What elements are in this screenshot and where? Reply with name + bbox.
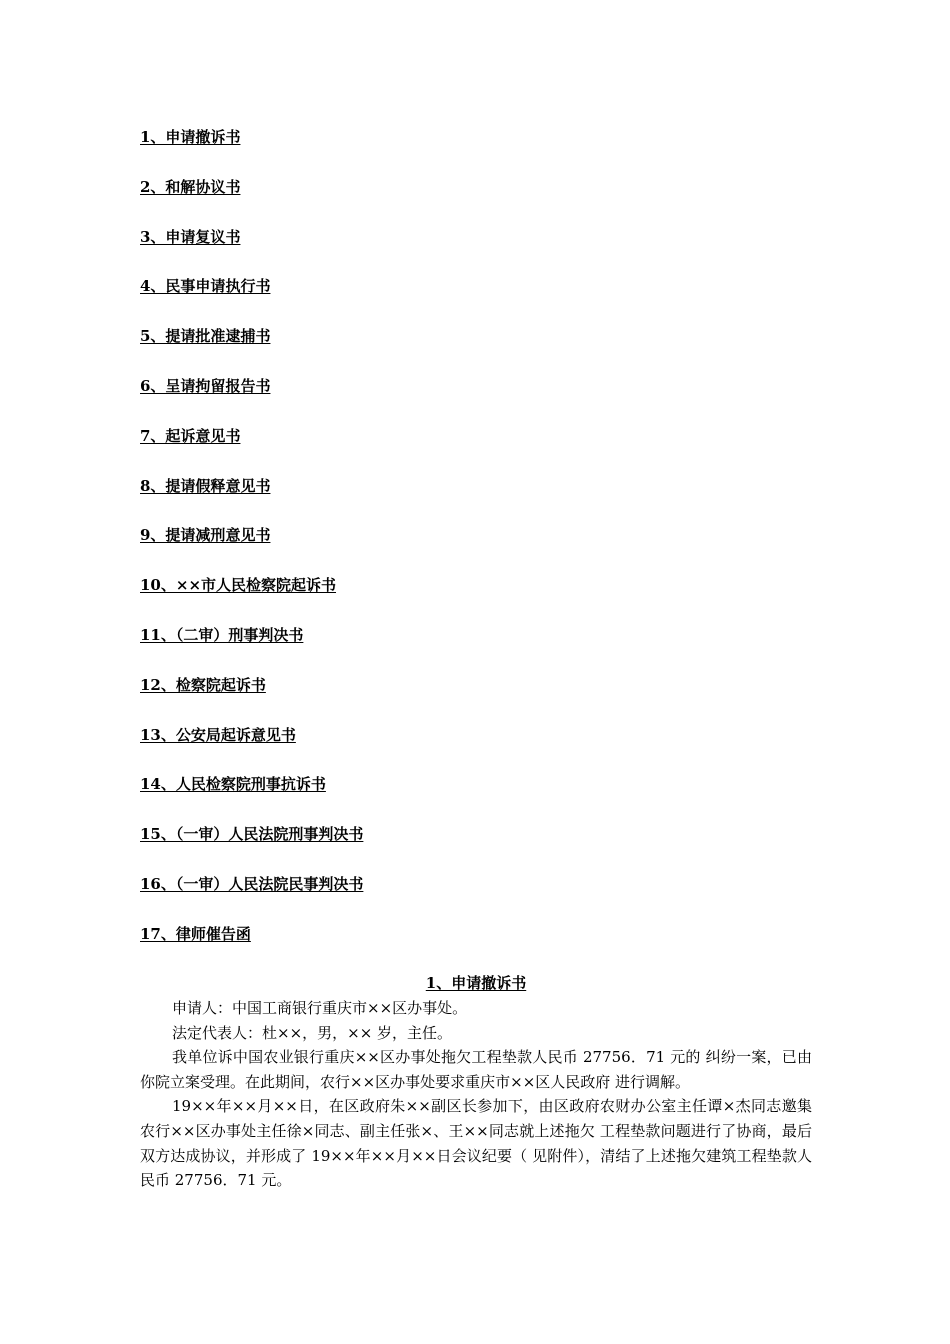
toc-link-lawyer-demand-letter[interactable]: 17、律师催告函 — [140, 924, 251, 943]
toc-item — [140, 773, 820, 823]
toc-item — [140, 524, 820, 574]
toc-link-second-instance-criminal-judgment[interactable]: 11、（二审）刑事判决书 — [140, 625, 304, 644]
toc-item — [140, 126, 820, 176]
toc-link-prosecution-opinion[interactable]: 7、起诉意见书 — [140, 426, 241, 445]
toc-link-criminal-protest[interactable]: 14、人民检察院刑事抗诉书 — [140, 775, 326, 794]
toc-link-settlement-agreement[interactable]: 2、和解协议书 — [140, 177, 241, 196]
toc-item — [140, 574, 820, 624]
toc-item — [140, 724, 820, 774]
toc-item — [140, 375, 820, 425]
toc-link-police-prosecution-opinion[interactable]: 13、公安局起诉意见书 — [140, 725, 296, 744]
toc-link-first-instance-civil-judgment[interactable]: 16、（一审）人民法院民事判决书 — [140, 874, 364, 893]
toc-item — [140, 325, 820, 375]
toc-link-parole-opinion[interactable]: 8、提请假释意见书 — [140, 476, 271, 495]
toc-item — [140, 425, 820, 475]
settlement-paragraph: 19××年××月××日，在区政府朱××副区长参加下，由区政府农财办公室主任谭×杰同志邀集农行××区办事处主任徐×同志、副主任张×、王××同志就上述拖欠 工程垫款问题进行了协商，最后双方达成协议，并形成了 19××年××月××日会议纪要（ 见附件），清结了上述拖欠建筑工程垫款人民币 27756．71 元。 — [140, 1097, 812, 1190]
section-title: 1、申请撤诉书 — [425, 974, 527, 992]
toc-item — [140, 275, 820, 325]
toc-item — [140, 674, 820, 724]
toc-link-withdrawal-application[interactable]: 1、申请撤诉书 — [140, 128, 241, 146]
toc-link-procuratorate-indictment[interactable]: 12、检察院起诉书 — [140, 675, 266, 694]
legal-representative-paragraph: 法定代表人：杜××，男，×× 岁，主任。 — [172, 1023, 453, 1042]
toc-item — [140, 923, 820, 973]
case-background-paragraph: 我单位诉中国农业银行重庆××区办事处拖欠工程垫款人民币 27756．71 元的 纠纷一案，已由你院立案受理。在此期间，农行××区办事处要求重庆市××区人民政府 进行调解。 — [140, 1048, 812, 1091]
withdrawal-application-section — [140, 972, 812, 1193]
toc-link-civil-enforcement-application[interactable]: 4、民事申请执行书 — [140, 277, 271, 296]
toc-link-reconsideration-application[interactable]: 3、申请复议书 — [140, 227, 241, 246]
toc-item — [140, 873, 820, 923]
toc-link-first-instance-criminal-judgment[interactable]: 15、（一审）人民法院刑事判决书 — [140, 825, 364, 844]
toc-link-arrest-approval-request[interactable]: 5、提请批准逮捕书 — [140, 327, 271, 346]
toc-link-city-procuratorate-indictment[interactable]: 10、××市人民检察院起诉书 — [140, 576, 337, 595]
toc-item — [140, 475, 820, 525]
toc-link-detention-report[interactable]: 6、呈请拘留报告书 — [140, 376, 271, 395]
toc-item — [140, 624, 820, 674]
applicant-paragraph: 申请人：中国工商银行重庆市××区办事处。 — [172, 999, 468, 1017]
toc-link-sentence-reduction-opinion[interactable]: 9、提请减刑意见书 — [140, 526, 271, 545]
table-of-contents — [140, 126, 820, 973]
toc-item — [140, 823, 820, 873]
toc-item — [140, 226, 820, 276]
toc-item — [140, 176, 820, 226]
